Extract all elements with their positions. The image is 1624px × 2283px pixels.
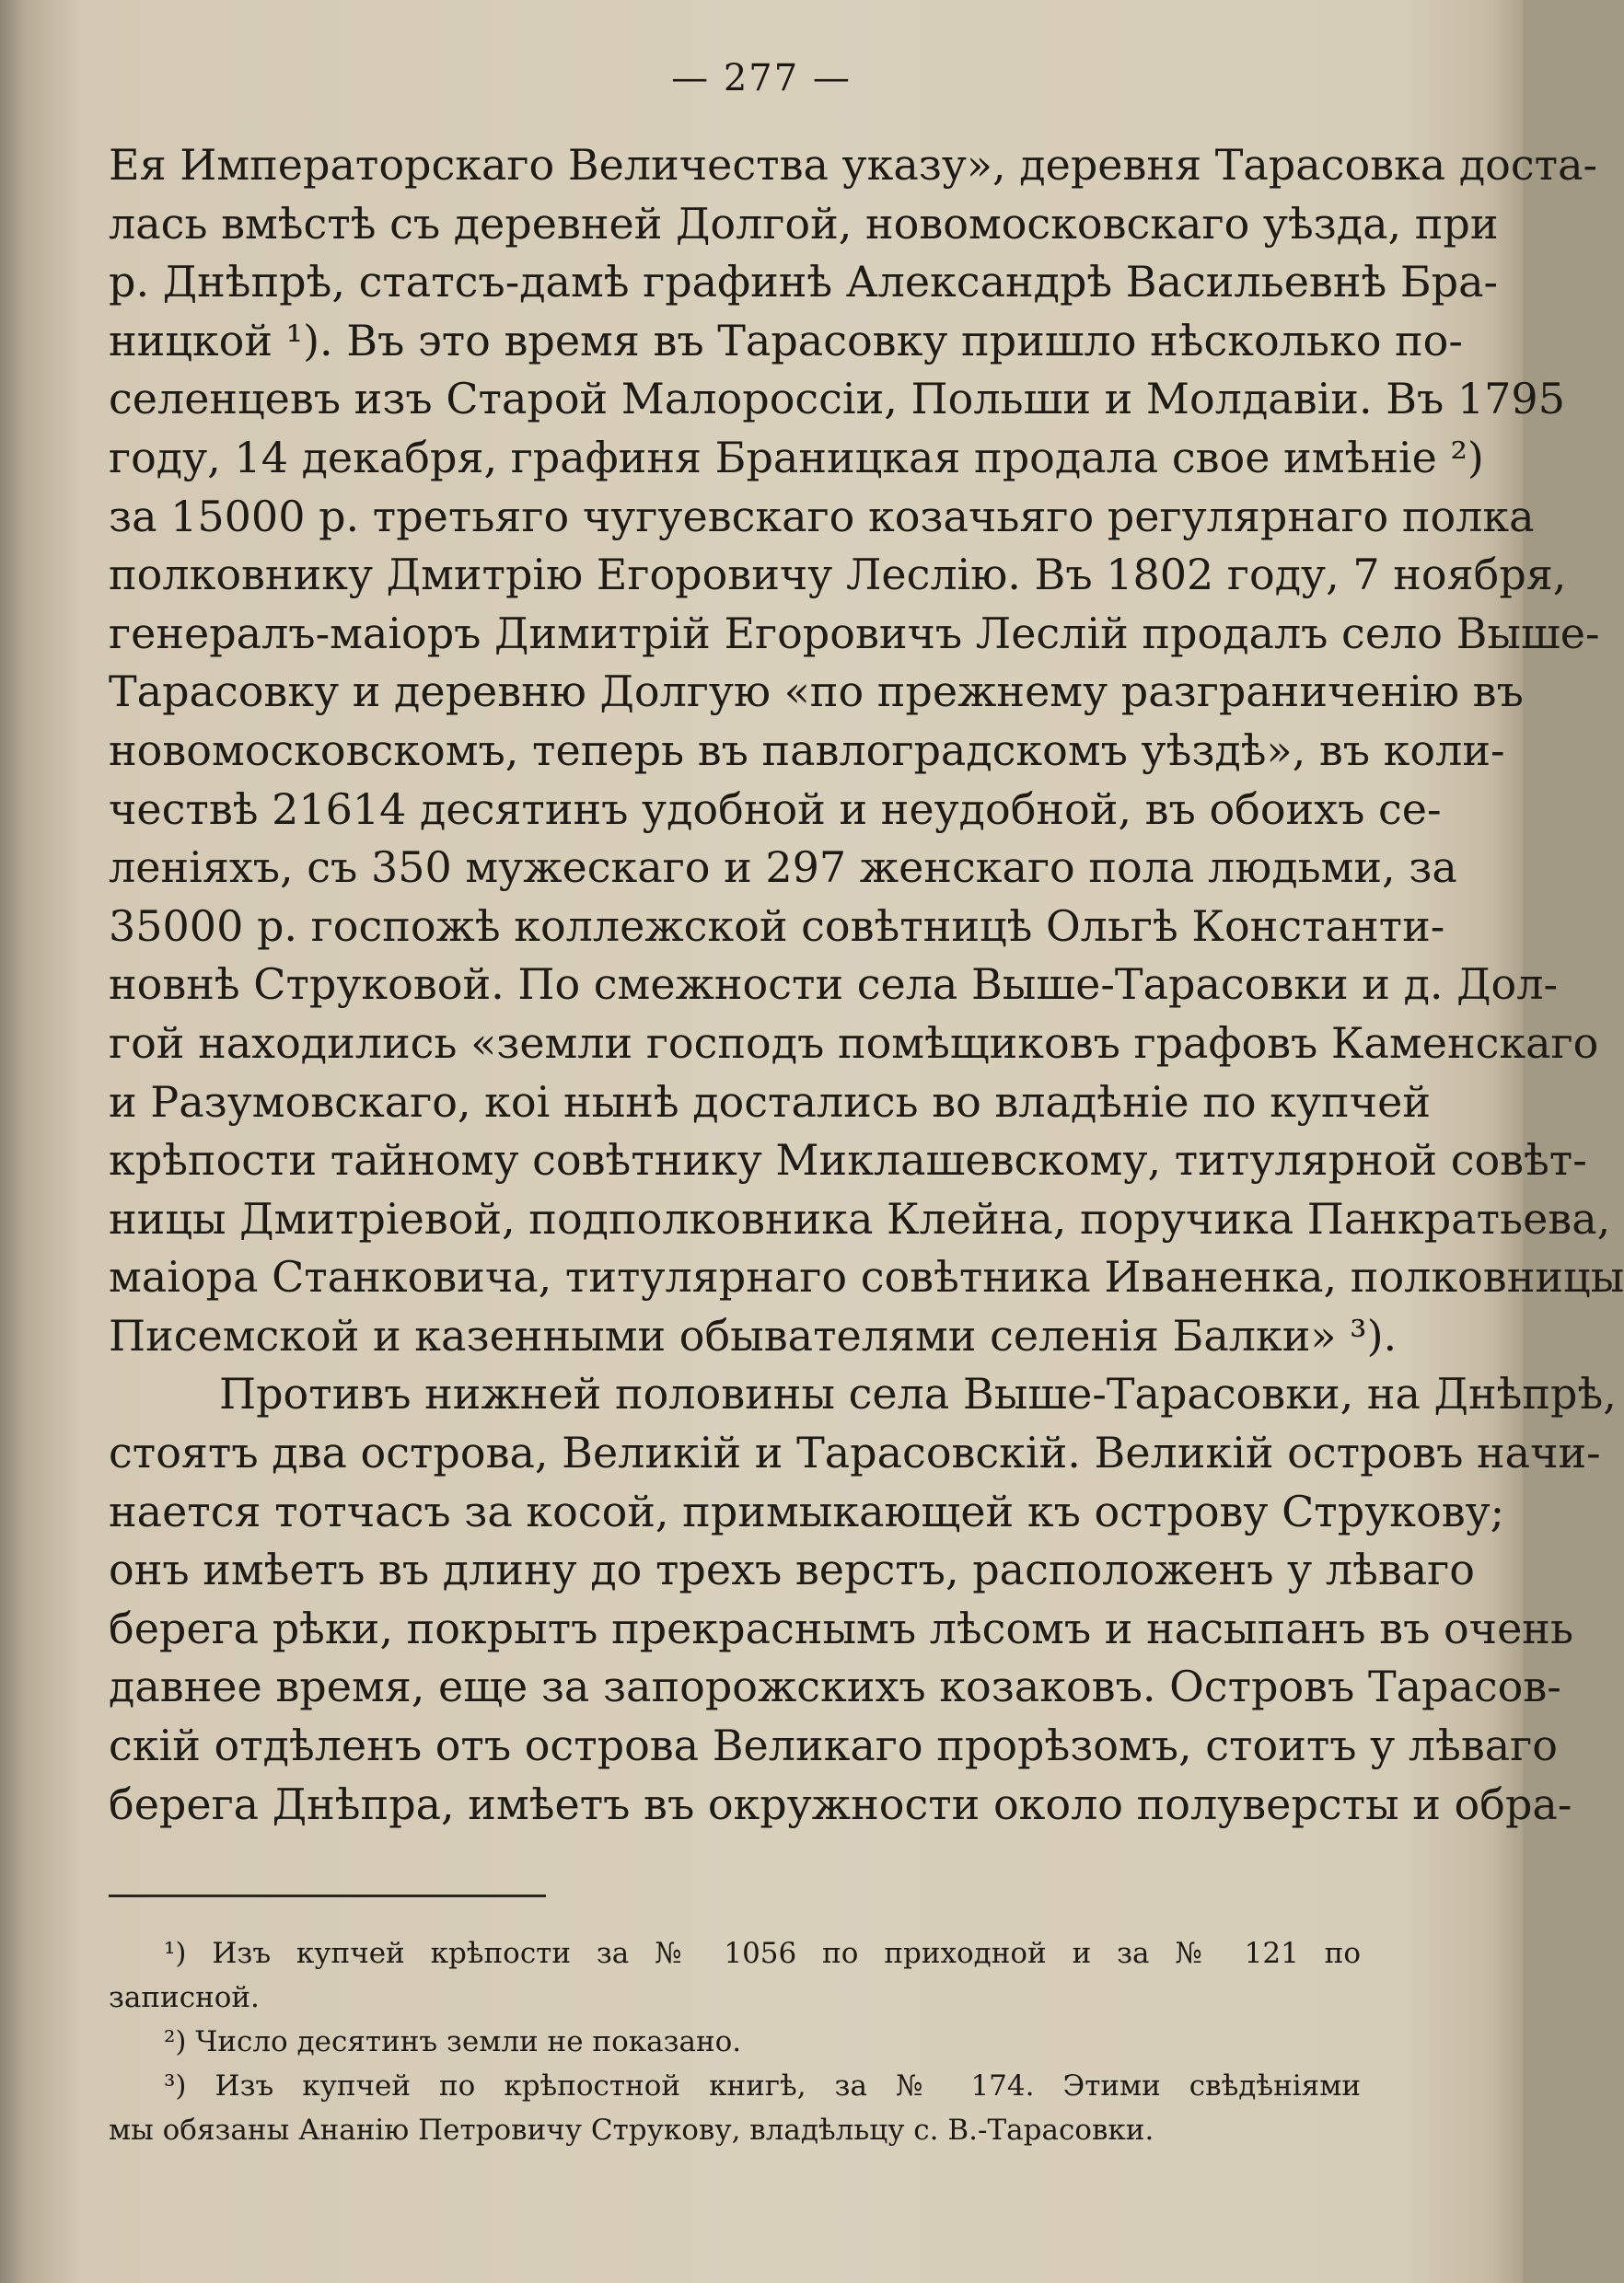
text-line: онъ имѣетъ въ длину до трехъ верстъ, расположенъ у лѣваго xyxy=(109,1545,1475,1595)
footnote-line: ¹) Изъ купчей крѣпости за № 1056 по приходной и за № 121 по xyxy=(164,1937,1361,1970)
text-line: ницкой ¹). Въ это время въ Тарасовку пришло нѣсколько по- xyxy=(109,315,1463,365)
text-line: гой находились «земли господъ помѣщиковъ графовъ Каменскаго xyxy=(109,1017,1599,1068)
text-line: новнѣ Струковой. По смежности села Выше-Тарасовки и д. Дол- xyxy=(109,959,1558,1010)
text-line: новомосковскомъ, теперь въ павлоградскомъ уѣздѣ», въ коли- xyxy=(109,724,1505,775)
text-line: генералъ-маіоръ Димитрій Егоровичъ Леслій продалъ село Выше- xyxy=(109,608,1600,658)
footnote-line: ³) Изъ купчей по крѣпостной книгѣ, за № 174. Этими свѣдѣніями xyxy=(164,2069,1361,2103)
text-line: лась вмѣстѣ съ деревней Долгой, новомосковскаго уѣзда, при xyxy=(109,198,1499,249)
text-line: за 15000 р. третьяго чугуевскаго козачьяго регулярнаго полка xyxy=(109,491,1535,541)
text-line: Ея Императорскаго Величества указу», деревня Тарасовка доста- xyxy=(109,140,1598,190)
main-text xyxy=(109,136,1624,1834)
text-line: берега рѣки, покрытъ прекраснымъ лѣсомъ и насыпанъ въ очень xyxy=(109,1603,1573,1653)
text-line: и Разумовскаго, коі нынѣ достались во владѣніе по купчей xyxy=(109,1076,1431,1127)
text-line: леніяхъ, съ 350 мужескаго и 297 женскаго пола людьми, за xyxy=(109,842,1457,893)
footnote-line: ²) Число десятинъ земли не показано. xyxy=(164,2025,742,2058)
text-line: селенцевъ изъ Старой Малороссіи, Польши и Молдавіи. Въ 1795 xyxy=(109,374,1565,424)
text-line: чествѣ 21614 десятинъ удобной и неудобной, въ обоихъ се- xyxy=(109,783,1442,834)
text-line: Противъ нижней половины села Выше-Тарасовки, на Днѣпрѣ, xyxy=(219,1369,1617,1420)
text-line: скій отдѣленъ отъ острова Великаго прорѣзомъ, стоитъ у лѣваго xyxy=(109,1721,1558,1771)
text-line: году, 14 декабря, графиня Браницкая продала свое имѣніе ²) xyxy=(109,432,1484,482)
text-line: 35000 р. госпожѣ коллежской совѣтницѣ Ольгѣ Константи- xyxy=(109,900,1445,951)
footnote-line: мы обязаны Ананію Петровичу Струкову, владѣльцу с. В.-Тарасовки. xyxy=(109,2114,1154,2147)
text-line: берега Днѣпра, имѣетъ въ окружности около полуверсты и обра- xyxy=(109,1779,1572,1829)
text-line: крѣпости тайному совѣтнику Миклашевскому, титулярной совѣт- xyxy=(109,1135,1587,1186)
text-line: ницы Дмитріевой, подполковника Клейна, поручика Панкратьева, xyxy=(109,1193,1611,1244)
text-line: Тарасовку и деревню Долгую «по прежнему разграниченію въ xyxy=(109,666,1524,717)
footnotes xyxy=(109,1931,1361,2152)
text-line: полковнику Дмитрію Егоровичу Леслію. Въ 1802 году, 7 ноября, xyxy=(109,550,1567,600)
text-line: стоятъ два острова, Великій и Тарасовскій. Великій островъ начи- xyxy=(109,1428,1601,1478)
text-line: маіора Станковича, титулярнаго совѣтника Иваненка, полковницы xyxy=(109,1252,1624,1303)
footnote-line: записной. xyxy=(109,1981,260,2014)
text-line: давнее время, еще за запорожскихъ козаковъ. Островъ Тарасов- xyxy=(109,1662,1561,1712)
page-number: — 277 — xyxy=(671,57,852,99)
text-line: нается тотчасъ за косой, примыкающей къ острову Струкову; xyxy=(109,1486,1505,1536)
text-line: р. Днѣпрѣ, статсъ-дамѣ графинѣ Александрѣ Васильевнѣ Бра- xyxy=(109,257,1499,307)
footnote-divider xyxy=(109,1895,546,1897)
text-line: Писемской и казенными обывателями селенія Балки» ³). xyxy=(109,1310,1398,1361)
